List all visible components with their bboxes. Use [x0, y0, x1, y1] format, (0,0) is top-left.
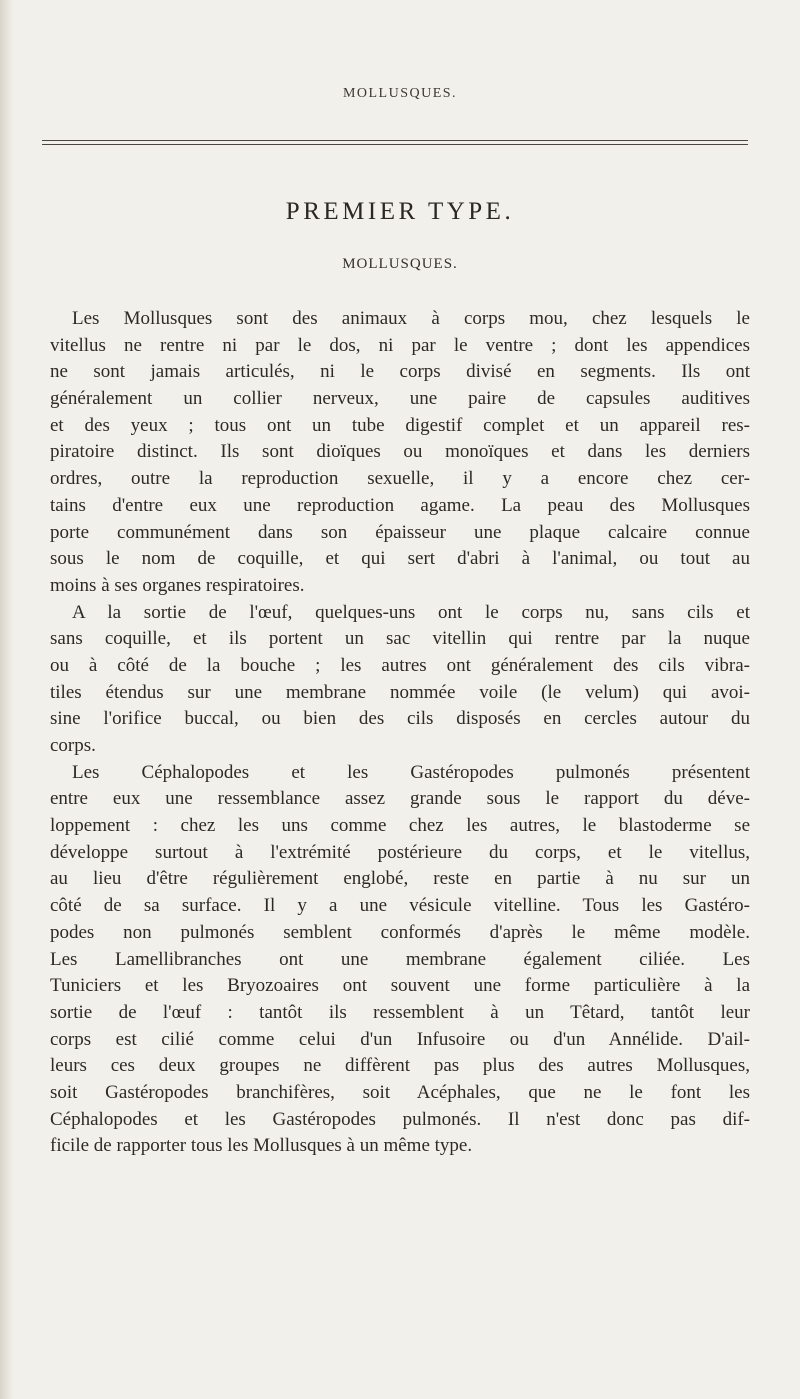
text-line: moins à ses organes respiratoires. — [50, 574, 305, 596]
text-line: Les Céphalopodes et les Gastéropodes pulmonés présentent — [72, 761, 750, 783]
text-line: tiles étendus sur une membrane nommée voile (le velum) qui avoi- — [50, 681, 750, 703]
text-line: au lieu d'être régulièrement englobé, reste en partie à nu sur un — [50, 868, 750, 890]
text-line: ficile de rapporter tous les Mollusques à un même type. — [50, 1135, 473, 1157]
text-line: sine l'orifice buccal, ou bien des cils disposés en cercles autour du — [50, 708, 750, 730]
text-line: Les Lamellibranches ont une membrane également ciliée. Les — [50, 948, 750, 970]
text-line: ordres, outre la reproduction sexuelle, il y a encore chez cer- — [50, 468, 750, 490]
text-line: soit Gastéropodes branchifères, soit Acéphales, que ne le font les — [50, 1081, 750, 1103]
text-line: Les Mollusques sont des animaux à corps mou, chez lesquels le — [72, 308, 750, 329]
header-rule-bottom — [42, 144, 748, 145]
text-line: leurs ces deux groupes ne diffèrent pas plus des autres Mollusques, — [50, 1055, 750, 1077]
text-line: entre eux une ressemblance assez grande sous le rapport du déve- — [50, 788, 750, 810]
text-line: généralement un collier nerveux, une paire de capsules auditives — [50, 388, 750, 410]
text-line: loppement : chez les uns comme chez les autres, le blastoderme se — [50, 815, 750, 837]
text-line: sous le nom de coquille, et qui sert d'abri à l'animal, ou tout au — [50, 548, 750, 570]
text-line: podes non pulmonés semblent conformés d'après le même modèle. — [50, 921, 750, 943]
text-line: corps. — [50, 735, 96, 756]
header-rule-top — [42, 140, 748, 141]
text-line: tains d'entre eux une reproduction agame. La peau des Mollusques — [50, 494, 750, 516]
text-line: vitellus ne rentre ni par le dos, ni par le ventre ; dont les appendices — [50, 334, 750, 356]
body-text — [50, 306, 750, 1160]
text-line: et des yeux ; tous ont un tube digestif complet et un appareil res- — [50, 414, 750, 436]
text-line: porte communément dans son épaisseur une plaque calcaire connue — [50, 521, 750, 543]
text-line: Tuniciers et les Bryozoaires ont souvent une forme particulière à la — [50, 975, 750, 997]
text-line: A la sortie de l'œuf, quelques-uns ont le corps nu, sans cils et — [72, 601, 750, 623]
text-line: côté de sa surface. Il y a une vésicule vitelline. Tous les Gastéro- — [50, 895, 750, 917]
chapter-title: PREMIER TYPE. — [285, 198, 515, 225]
text-line: sans coquille, et ils portent un sac vitellin qui rentre par la nuque — [50, 628, 750, 650]
text-line: Céphalopodes et les Gastéropodes pulmonés. Il n'est donc pas dif- — [50, 1108, 750, 1130]
text-line: piratoire distinct. Ils sont dioïques ou monoïques et dans les derniers — [50, 441, 750, 463]
text-line: sortie de l'œuf : tantôt ils ressemblent à un Têtard, tantôt leur — [50, 1001, 750, 1023]
section-title: MOLLUSQUES. — [342, 256, 458, 272]
text-line: corps est cilié comme celui d'un Infusoire ou d'un Annélide. D'ail- — [50, 1028, 750, 1050]
text-line: ne sont jamais articulés, ni le corps divisé en segments. Ils ont — [50, 361, 750, 383]
text-line: développe surtout à l'extrémité postérieure du corps, et le vitellus, — [50, 841, 750, 863]
text-line: ou à côté de la bouche ; les autres ont généralement des cils vibra- — [50, 654, 750, 676]
running-head: MOLLUSQUES. — [342, 86, 458, 101]
